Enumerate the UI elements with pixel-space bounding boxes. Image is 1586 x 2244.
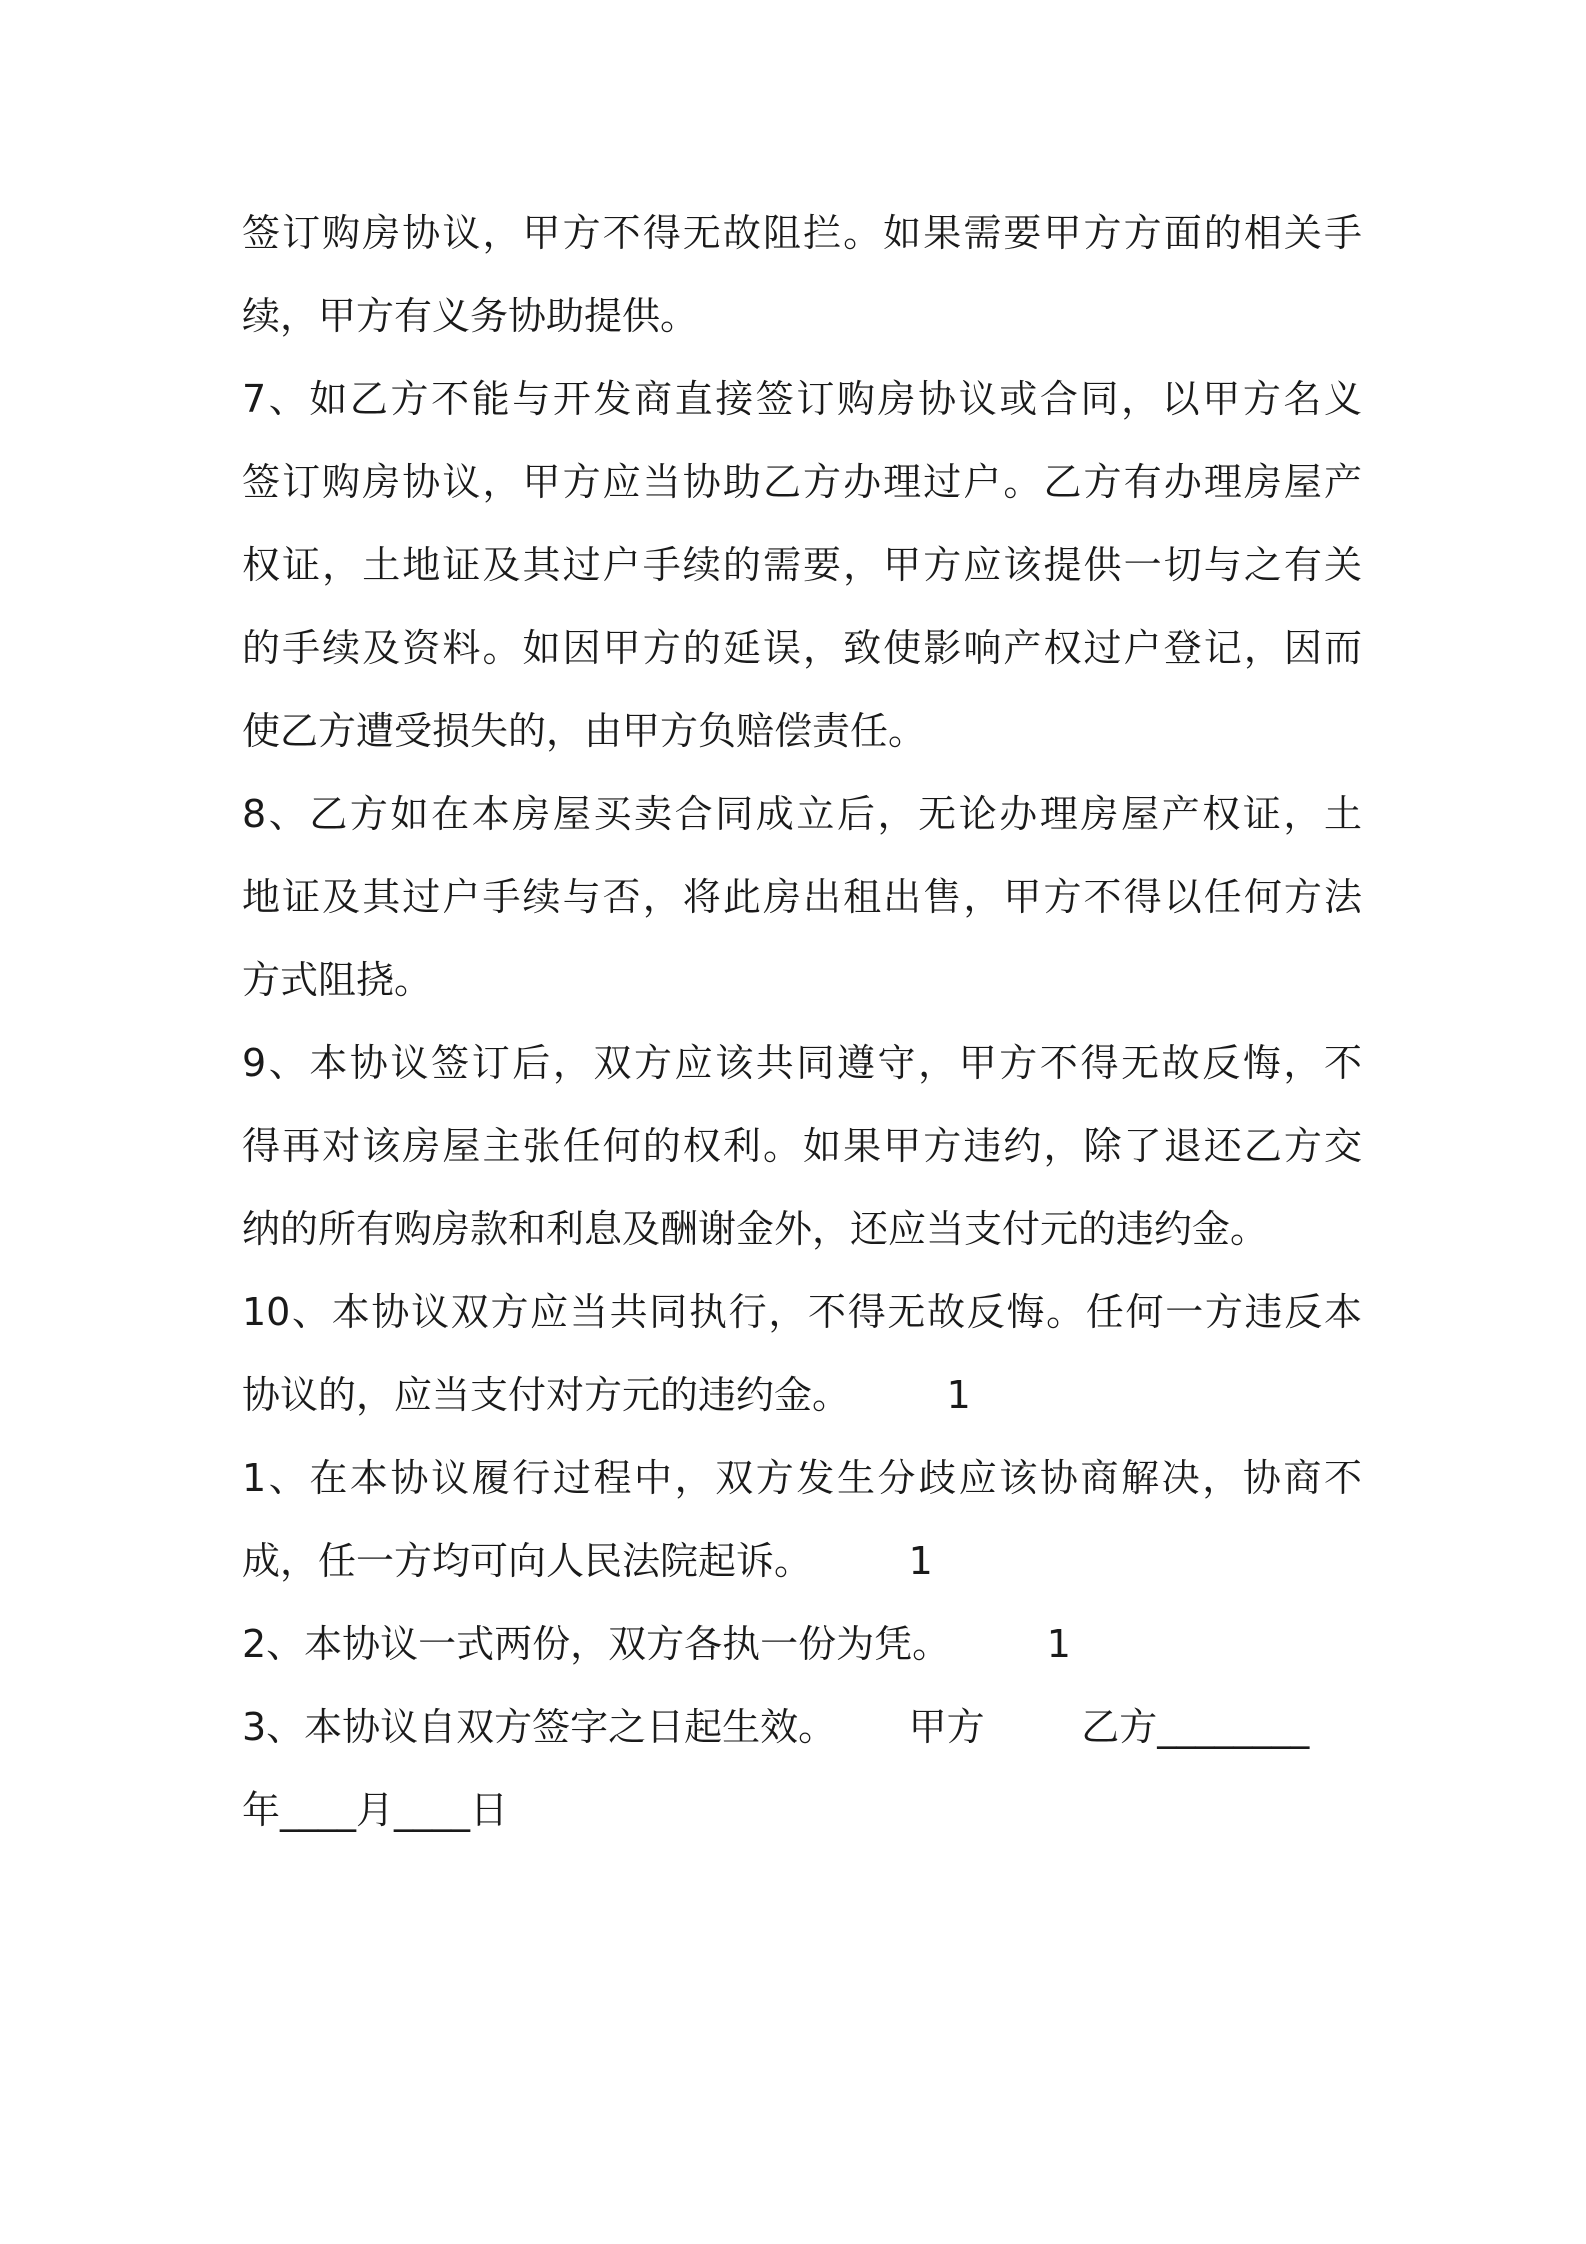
clause-10-line: 10、本协议双方应当共同执行，不得无故反悔。任何一方违反本: [242, 1290, 1362, 1334]
agreement-text: [242, 192, 1362, 1852]
text-line: 使乙方遭受损失的，由甲方负赔偿责任。: [242, 709, 927, 753]
text-line: 协议的，应当支付对方元的违约金。 1: [242, 1373, 971, 1417]
text-line: 成，任一方均可向人民法院起诉。 1: [242, 1539, 933, 1583]
text-line: 续，甲方有义务协助提供。: [242, 294, 699, 338]
text-line: 权证，土地证及其过户手续的需要，甲方应该提供一切与之有关: [242, 543, 1362, 587]
text-line: 纳的所有购房款和利息及酬谢金外，还应当支付元的违约金。: [242, 1207, 1269, 1251]
text-line: 签订购房协议，甲方不得无故阻拦。如果需要甲方方面的相关手: [242, 211, 1362, 255]
signature-line: 3、本协议自双方签字之日起生效。 甲方 乙方________: [242, 1705, 1310, 1749]
clause-9-line: 9、本协议签订后，双方应该共同遵守，甲方不得无故反悔，不: [242, 1041, 1362, 1085]
text-line: 地证及其过户手续与否，将此房出租出售，甲方不得以任何方法: [242, 875, 1362, 919]
text-line: 的手续及资料。如因甲方的延误，致使影响产权过户登记，因而: [242, 626, 1362, 670]
clause-2-line: 2、本协议一式两份，双方各执一份为凭。 1: [242, 1622, 1071, 1666]
clause-8-line: 8、乙方如在本房屋买卖合同成立后，无论办理房屋产权证，土: [242, 792, 1362, 836]
text-line: 签订购房协议，甲方应当协助乙方办理过户。乙方有办理房屋产: [242, 460, 1362, 504]
date-line: 年____月____日: [242, 1788, 509, 1832]
clause-7-line: 7、如乙方不能与开发商直接签订购房协议或合同，以甲方名义: [242, 377, 1362, 421]
text-line: 方式阻挠。: [242, 958, 433, 1002]
clause-1-line: 1、在本协议履行过程中，双方发生分歧应该协商解决，协商不: [242, 1456, 1362, 1500]
text-line: 得再对该房屋主张任何的权利。如果甲方违约，除了退还乙方交: [242, 1124, 1362, 1168]
